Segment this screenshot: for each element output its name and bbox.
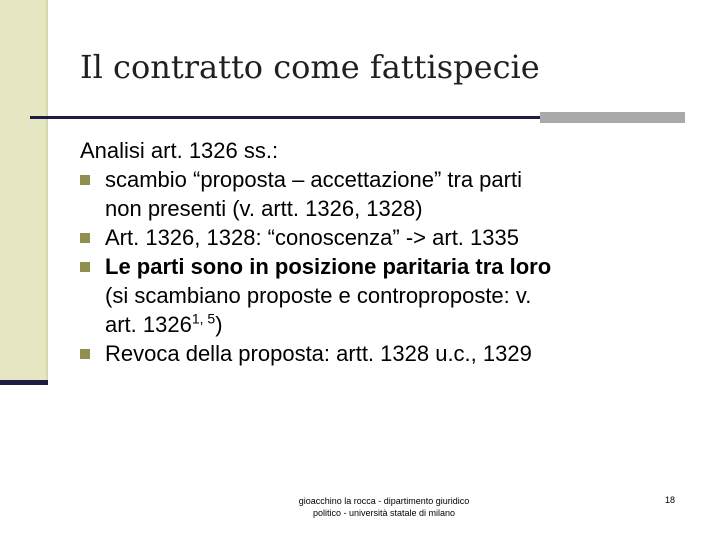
square-bullet-icon [80,349,90,359]
left-decorative-bar [0,0,46,382]
bullet-continuation [80,310,710,339]
bullet-item [80,339,710,368]
superscript-reference: 1, 5 [191,310,216,327]
slide-title: Il contratto come fattispecie [80,48,540,86]
square-bullet-icon [80,262,90,272]
bullet-continuation: (si scambiano proposte e controproposte: v. [105,283,532,308]
bullet-item [80,252,710,281]
bullet-text: Le parti sono in posizione paritaria tra loro [105,254,552,279]
title-underline-accent [540,112,685,123]
bullet-item [80,165,710,194]
bullet-text: scambio “proposta – accettazione” tra parti [105,167,522,192]
slide-body [80,136,710,368]
bullet-text: Art. 1326, 1328: “conoscenza” -> art. 1335 [105,225,519,250]
bullet-item [80,223,710,252]
closing-parenthesis: ) [215,312,223,337]
footer-line-2: politico - università statale di milano [312,508,456,518]
bullet-text: Revoca della proposta: artt. 1328 u.c., 1329 [105,341,532,366]
left-bar-edge [46,0,48,382]
footer-line-1: gioacchino la rocca - dipartimento giuridico [298,496,470,506]
page-number: 18 [664,495,675,505]
bullet-continuation: non presenti (v. artt. 1326, 1328) [105,196,423,221]
footer-text [264,495,504,519]
article-reference: art. 1326 [105,312,192,337]
square-bullet-icon [80,233,90,243]
left-bar-footer-line [0,380,48,385]
square-bullet-icon [80,175,90,185]
intro-line: Analisi art. 1326 ss.: [80,138,279,163]
